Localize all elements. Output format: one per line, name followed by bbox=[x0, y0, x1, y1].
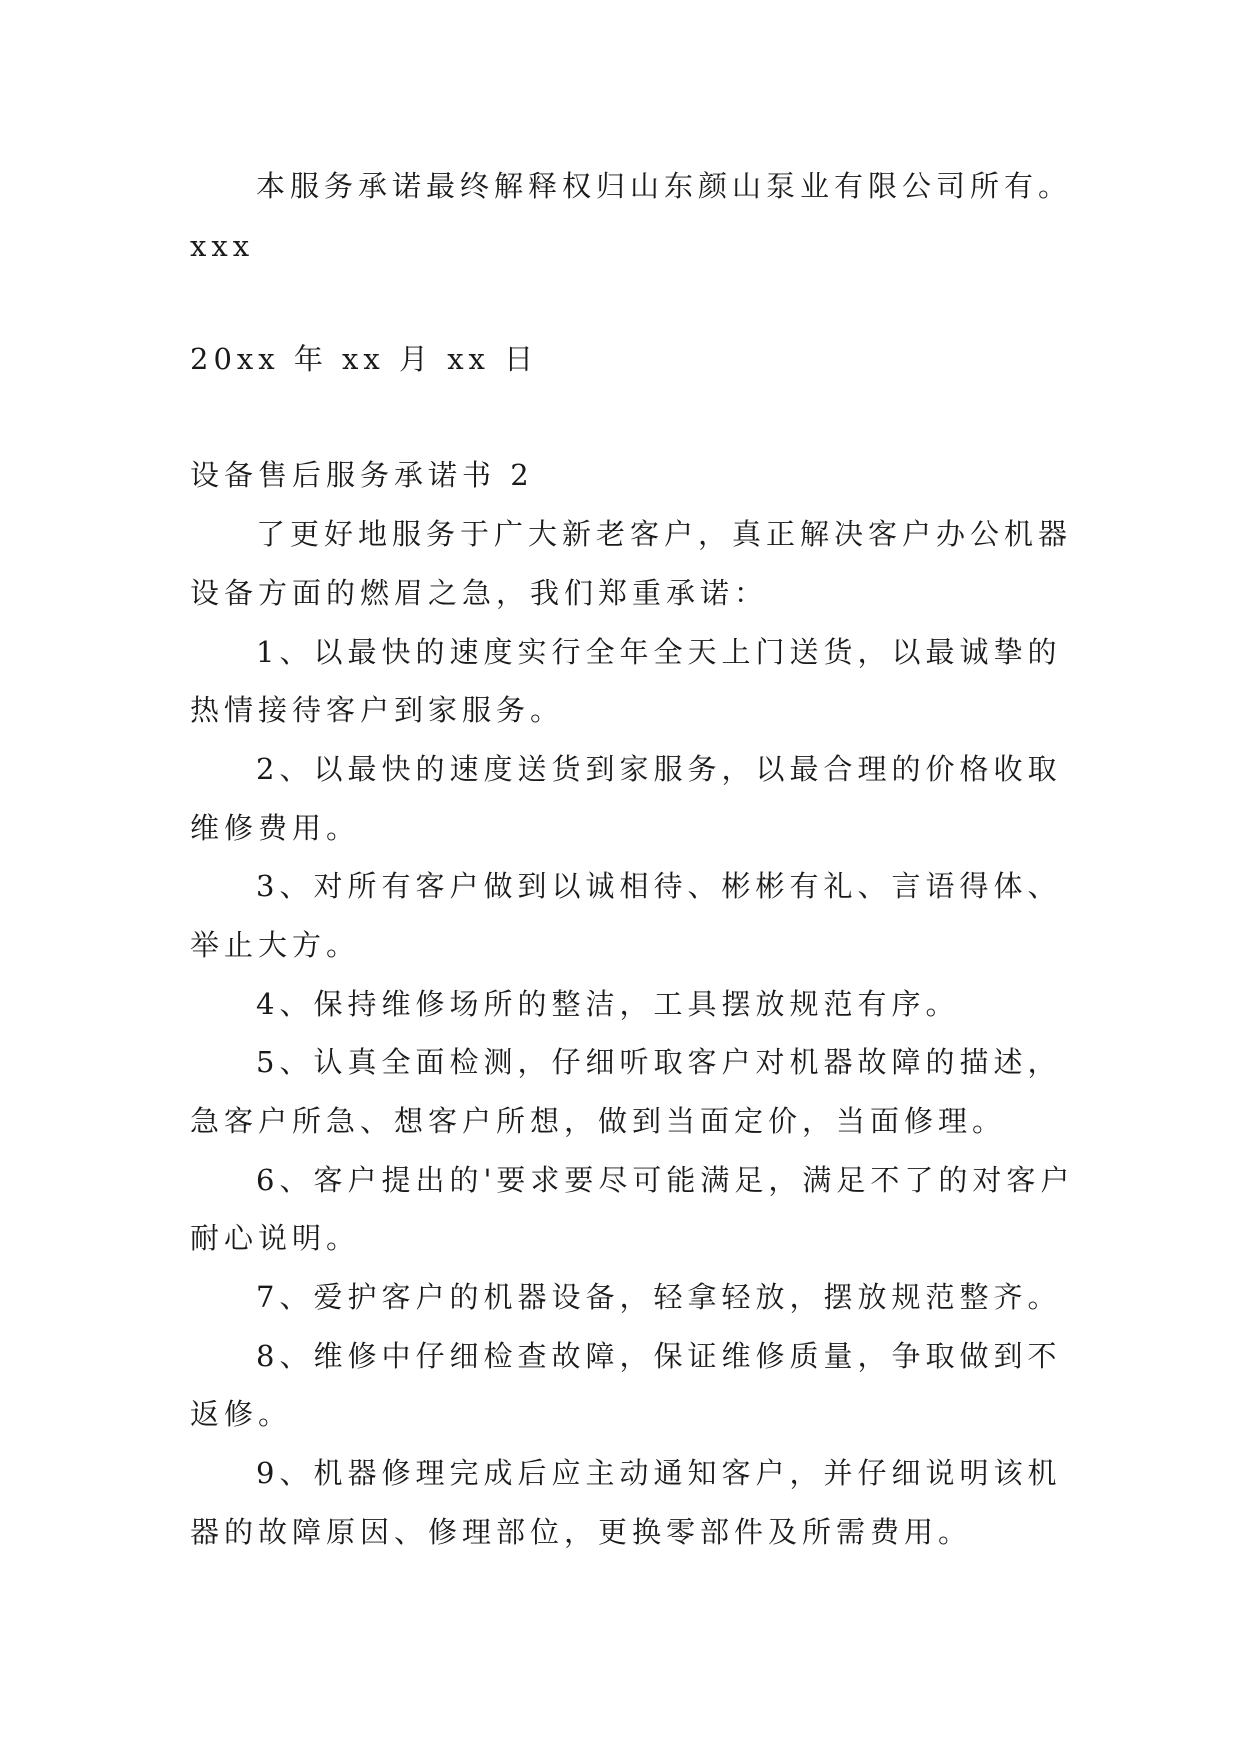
closing-statement: 本服务承诺最终解释权归山东颜山泵业有限公司所有。 bbox=[256, 169, 1073, 203]
item-6-line-1: 6、客户提出的'要求要尽可能满足，满足不了的对客户 bbox=[256, 1163, 1075, 1197]
intro-line-1: 了更好地服务于广大新老客户，真正解决客户办公机器 bbox=[256, 517, 1073, 551]
item-1-line-1: 1、以最快的速度实行全年全天上门送货，以最诚挚的 bbox=[256, 635, 1062, 669]
item-1-line-2: 热情接待客户到家服务。 bbox=[190, 693, 565, 727]
item-9-line-1: 9、机器修理完成后应主动通知客户，并仔细说明该机 bbox=[256, 1456, 1062, 1490]
intro-line-2: 设备方面的燃眉之急，我们郑重承诺： bbox=[190, 576, 769, 610]
item-2-line-1: 2、以最快的速度送货到家服务，以最合理的价格收取 bbox=[256, 752, 1062, 786]
item-5-line-1: 5、认真全面检测，仔细听取客户对机器故障的描述， bbox=[256, 1045, 1062, 1079]
item-7-line-1: 7、爱护客户的机器设备，轻拿轻放，摆放规范整齐。 bbox=[256, 1280, 1062, 1314]
item-3-line-1: 3、对所有客户做到以诚相待、彬彬有礼、言语得体、 bbox=[256, 869, 1062, 903]
item-8-line-2: 返修。 bbox=[190, 1397, 293, 1431]
date-line: 20xx 年 xx 月 xx 日 bbox=[190, 342, 539, 376]
item-6-line-2: 耐心说明。 bbox=[190, 1221, 361, 1255]
item-4-line-1: 4、保持维修场所的整洁，工具摆放规范有序。 bbox=[256, 987, 960, 1021]
item-5-line-2: 急客户所急、想客户所想，做到当面定价，当面修理。 bbox=[190, 1104, 1007, 1138]
section-title: 设备售后服务承诺书 2 bbox=[190, 458, 534, 492]
item-2-line-2: 维修费用。 bbox=[190, 811, 361, 845]
item-3-line-2: 举止大方。 bbox=[190, 928, 361, 962]
signatory: xxx bbox=[190, 229, 255, 263]
item-9-line-2: 器的故障原因、修理部位，更换零部件及所需费用。 bbox=[190, 1515, 973, 1549]
item-8-line-1: 8、维修中仔细检查故障，保证维修质量，争取做到不 bbox=[256, 1339, 1062, 1373]
